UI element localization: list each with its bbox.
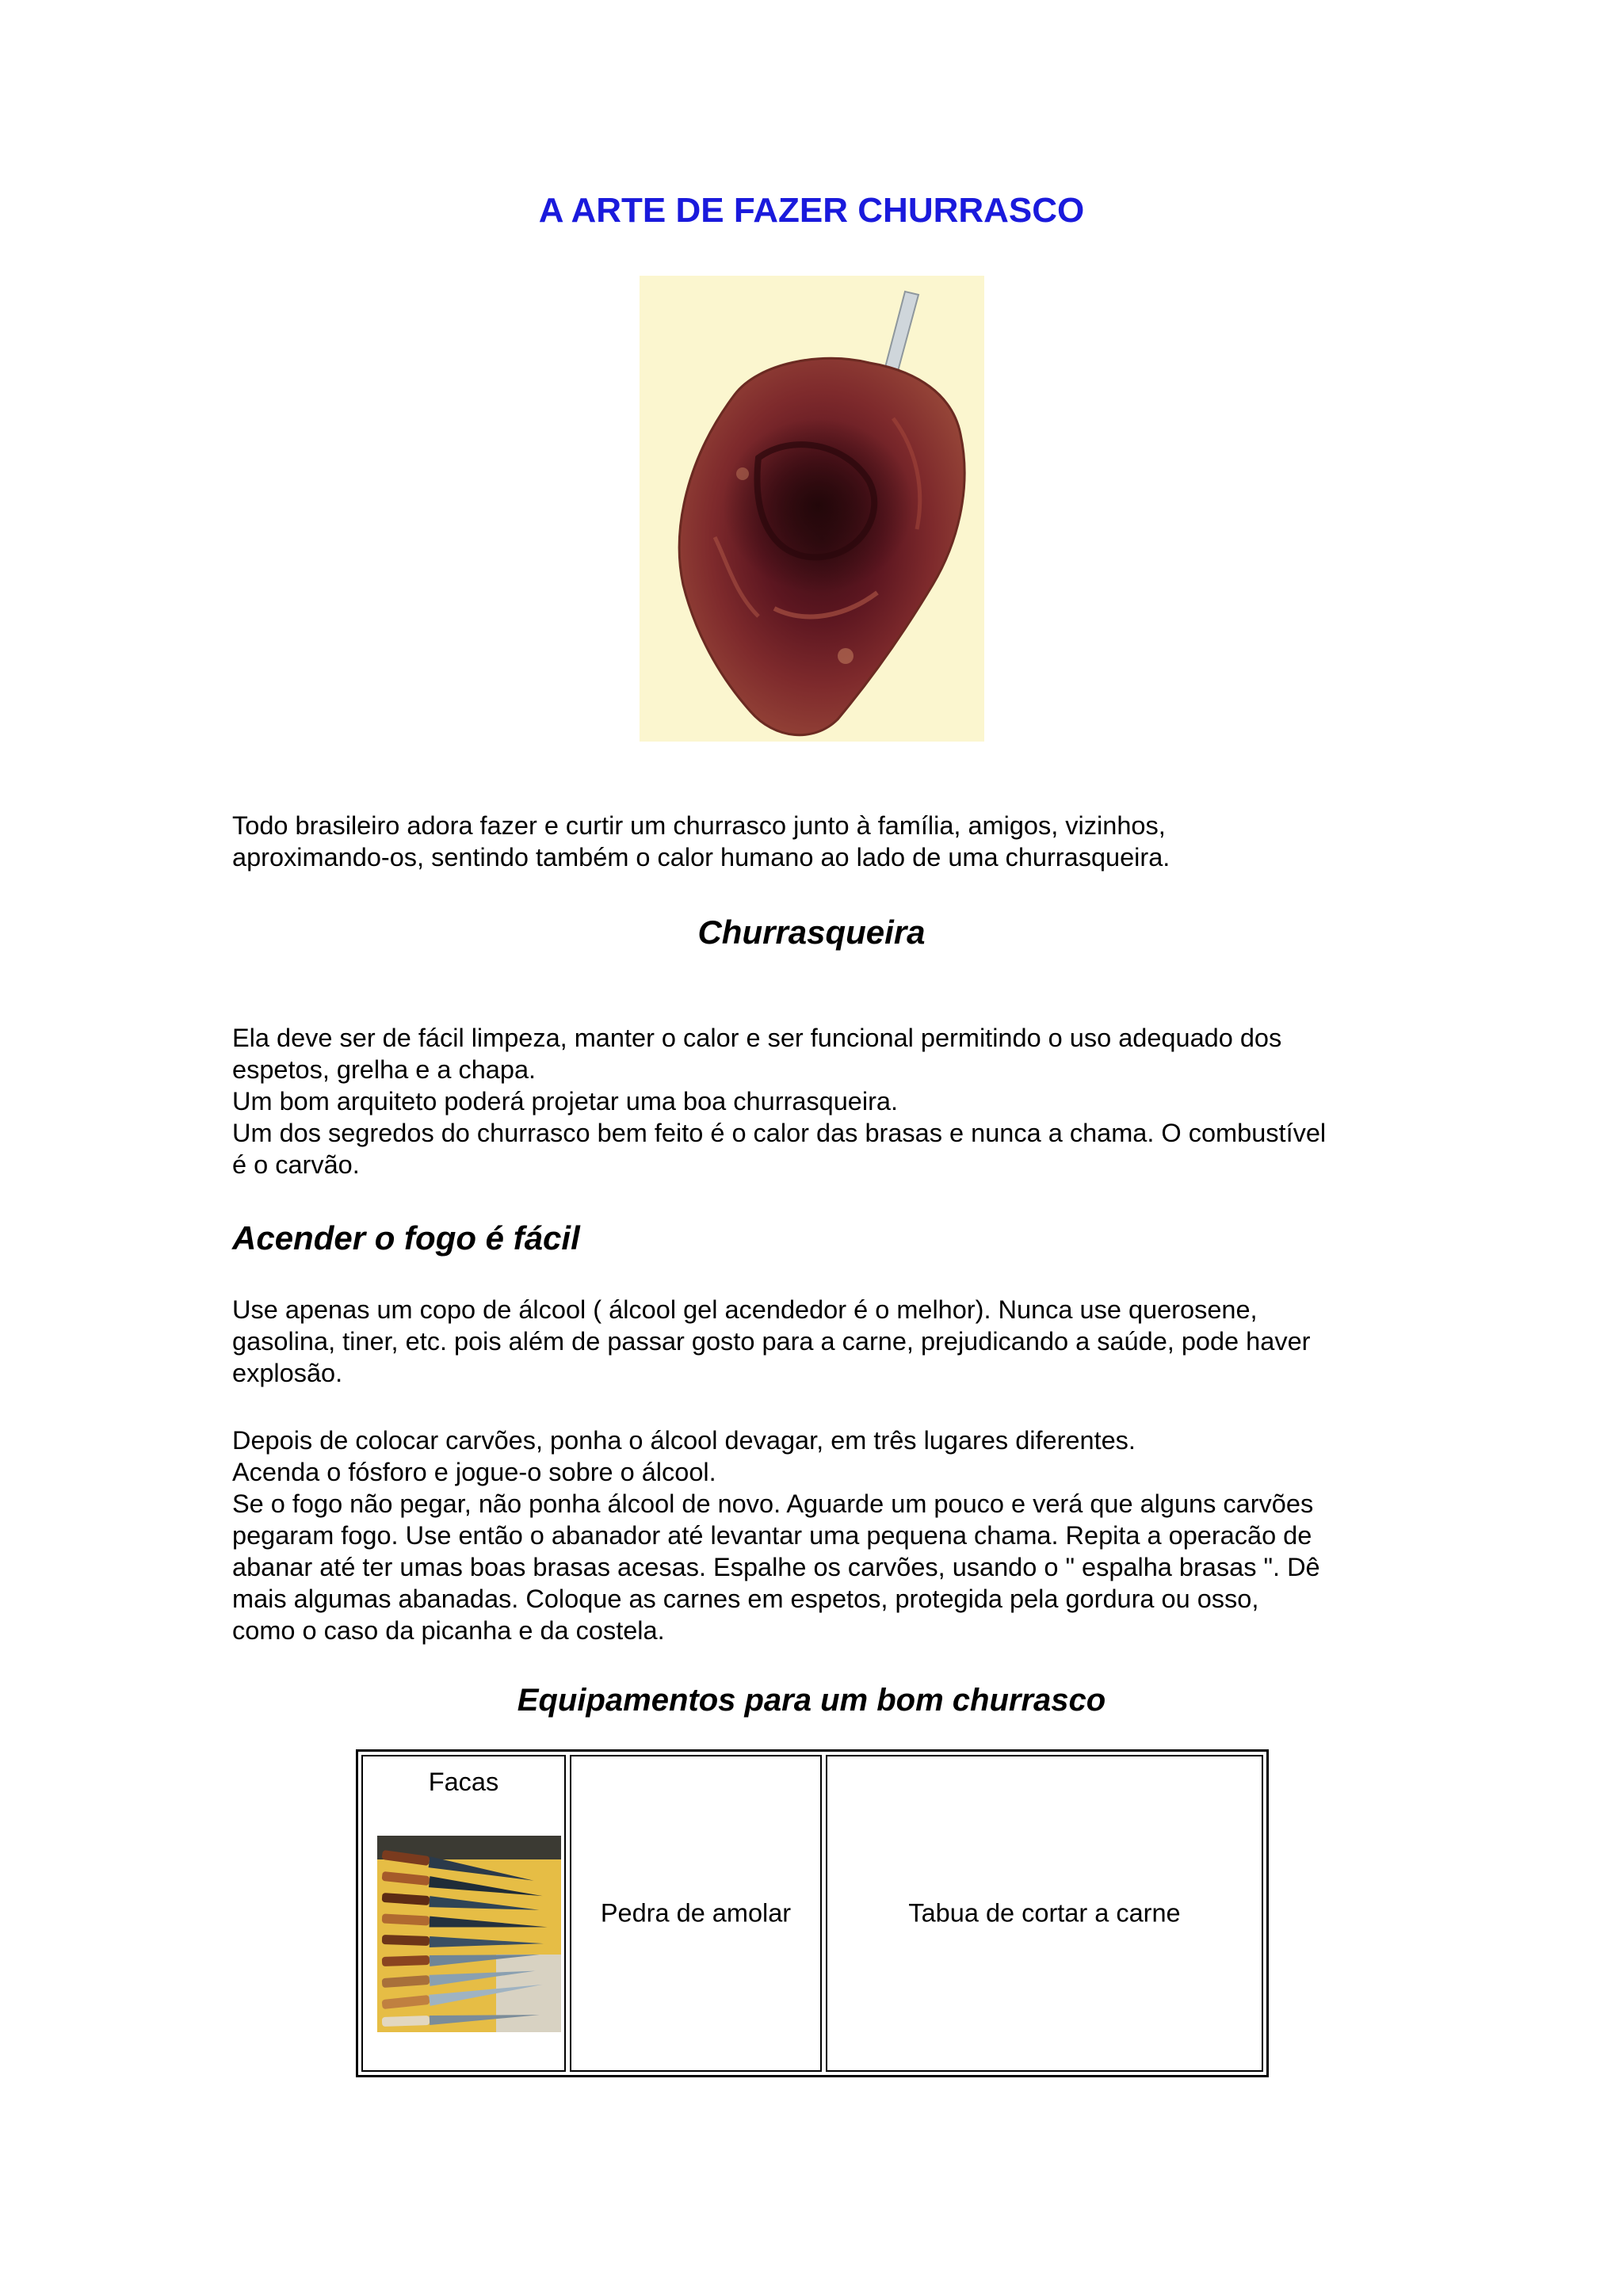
knives-image: [377, 1836, 561, 2032]
intro-paragraph: [232, 810, 1405, 873]
text-line: Um dos segredos do churrasco bem feito é o calor das brasas e nunca a chama. O combustível: [232, 1119, 1327, 1147]
knives-illustration: [377, 1836, 561, 2032]
grilled-meat-illustration: [640, 276, 984, 742]
text-line: espetos, grelha e a chapa.: [232, 1055, 537, 1084]
text-line: Se o fogo não pegar, não ponha álcool de novo. Aguarde um pouco e verá que alguns carvões: [232, 1489, 1314, 1518]
text-line: mais algumas abanadas. Coloque as carnes em espetos, protegida pela gordura ou osso,: [232, 1585, 1259, 1613]
text-line: explosão.: [232, 1359, 343, 1387]
text-line: aproximando-os, sentindo também o calor humano ao lado de uma churrasqueira.: [232, 843, 1170, 871]
table-cell-facas: [361, 1755, 566, 2072]
heading-equipamentos: Equipamentos para um bom churrasco: [517, 1683, 1106, 1718]
acender-paragraph-1: [232, 1294, 1405, 1389]
text-line: pegaram fogo. Use então o abanador até levantar uma pequena chama. Repita a operacão de: [232, 1521, 1312, 1550]
text-line: gasolina, tiner, etc. pois além de passar gosto para a carne, prejudicando a saúde, pode haver: [232, 1327, 1311, 1356]
text-line: Use apenas um copo de álcool ( álcool gel acendedor é o melhor). Nunca use querosene,: [232, 1295, 1258, 1324]
cell-label: Facas: [428, 1768, 499, 1796]
equipment-table: [356, 1749, 1269, 2077]
heading-churrasqueira: Churrasqueira: [697, 913, 926, 951]
heading-acender-fogo: Acender o fogo é fácil: [232, 1219, 580, 1257]
page-title: A ARTE DE FAZER CHURRASCO: [538, 191, 1085, 230]
text-line: abanar até ter umas boas brasas acesas. Espalhe os carvões, usando o " espalha brasas ". Dê: [232, 1553, 1320, 1581]
table-cell-pedra-de-amolar: [570, 1755, 822, 2072]
table-cell-tabua: [826, 1755, 1263, 2072]
text-line: Ela deve ser de fácil limpeza, manter o calor e ser funcional permitindo o uso adequado dos: [232, 1024, 1282, 1052]
cell-label: Tabua de cortar a carne: [908, 1898, 1181, 1928]
grilled-meat-image: [640, 276, 984, 742]
text-line: é o carvão.: [232, 1150, 360, 1179]
cell-label: Pedra de amolar: [600, 1898, 792, 1928]
text-line: Todo brasileiro adora fazer e curtir um churrasco junto à família, amigos, vizinhos,: [232, 811, 1166, 840]
text-line: Depois de colocar carvões, ponha o álcool devagar, em três lugares diferentes.: [232, 1426, 1136, 1455]
churrasqueira-paragraph: [232, 1022, 1405, 1180]
acender-paragraph-2: [232, 1425, 1405, 1646]
text-line: Um bom arquiteto poderá projetar uma boa churrasqueira.: [232, 1087, 899, 1116]
text-line: como o caso da picanha e da costela.: [232, 1616, 665, 1645]
text-line: Acenda o fósforo e jogue-o sobre o álcool.: [232, 1458, 716, 1486]
